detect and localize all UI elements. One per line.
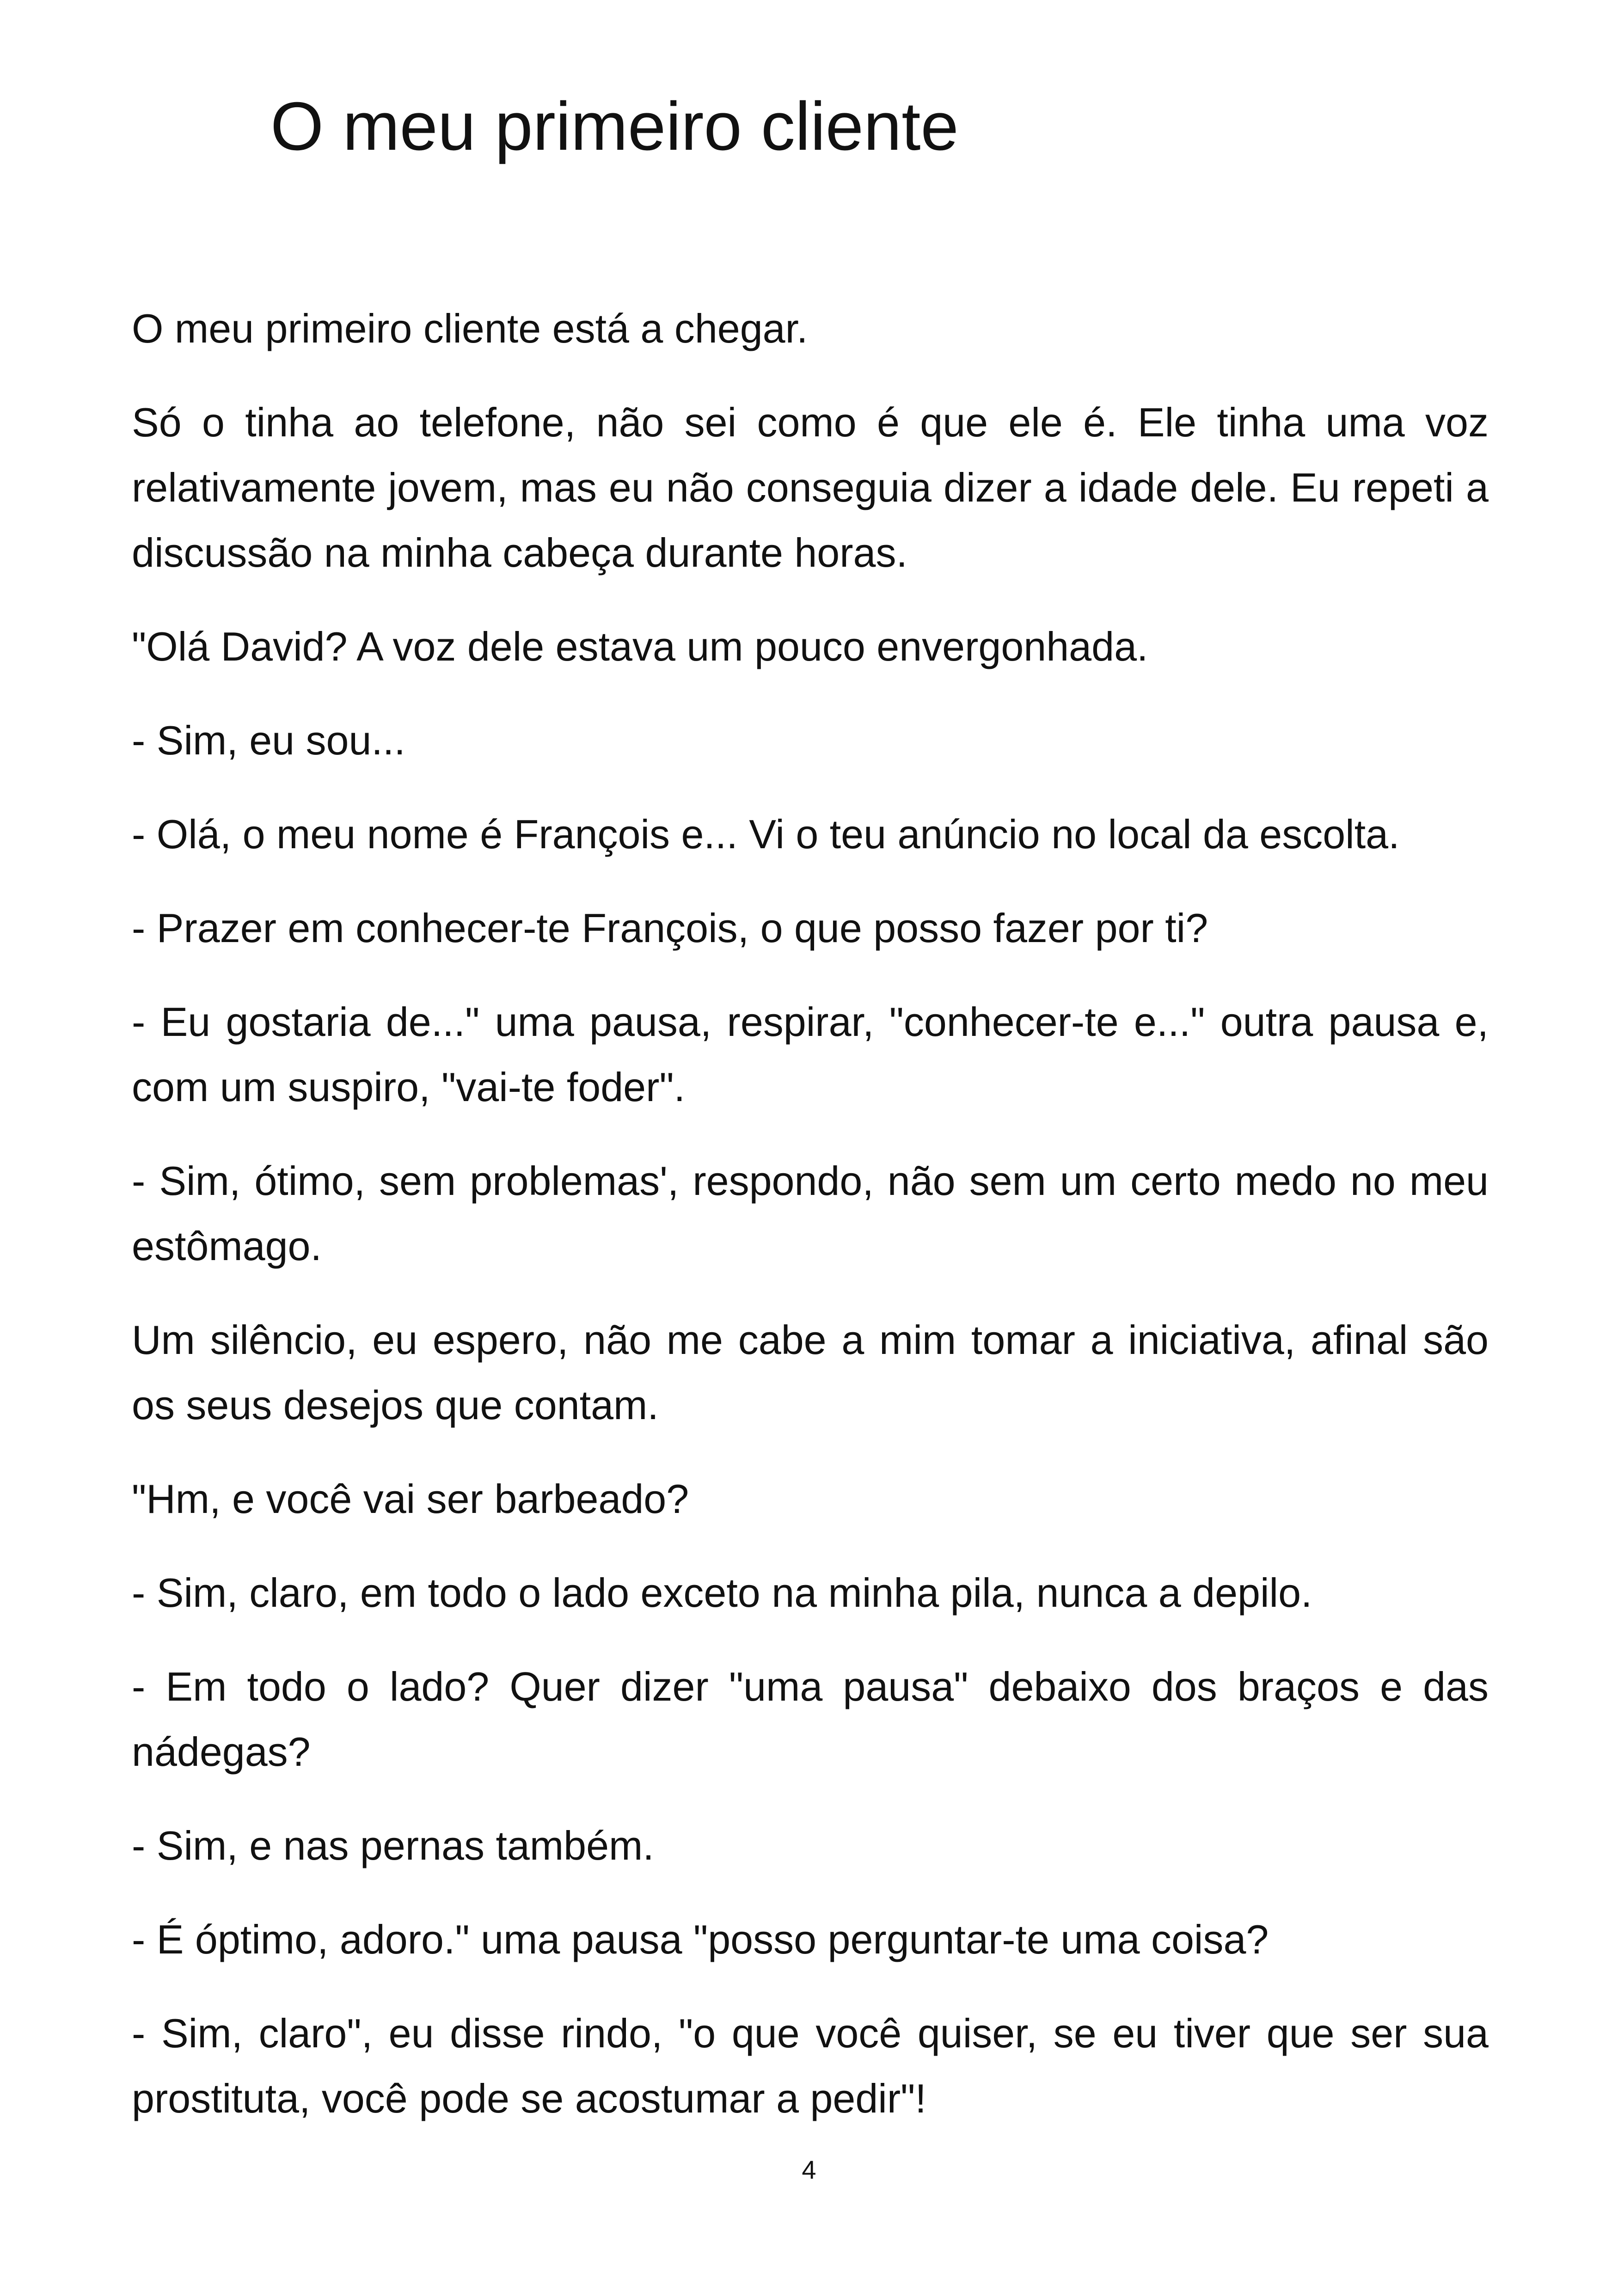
page-number: 4 — [802, 2155, 816, 2184]
paragraph-2: Só o tinha ao telefone, não sei como é que ele é. Ele tinha uma voz relativamente jovem, mas eu não conseguia dizer a idade dele. Eu repeti a discussão na minha cabeça durante horas. — [132, 399, 1489, 576]
paragraph-12: - Em todo o lado? Quer dizer "uma pausa" debaixo dos braços e das nádegas? — [132, 1664, 1489, 1775]
paragraph-3: "Olá David? A voz dele estava um pouco envergonhada. — [132, 624, 1148, 669]
paragraph-15: - Sim, claro", eu disse rindo, "o que você quiser, se eu tiver que ser sua prostituta, você pode se acostumar a pedir"! — [132, 2010, 1489, 2121]
paragraph-14: - É óptimo, adoro." uma pausa "posso perguntar-te uma coisa? — [132, 1916, 1269, 1962]
paragraph-10: "Hm, e você vai ser barbeado? — [132, 1476, 689, 1522]
paragraph-7: - Eu gostaria de..." uma pausa, respirar, "conhecer-te e..." outra pausa e, com um suspiro, "vai-te foder". — [132, 999, 1489, 1110]
paragraph-8: - Sim, ótimo, sem problemas', respondo, não sem um certo medo no meu estômago. — [132, 1158, 1489, 1269]
paragraph-11: - Sim, claro, em todo o lado exceto na minha pila, nunca a depilo. — [132, 1570, 1312, 1616]
paragraph-13: - Sim, e nas pernas também. — [132, 1823, 654, 1868]
paragraph-4: - Sim, eu sou... — [132, 717, 405, 763]
body-text — [132, 296, 1489, 2160]
paragraph-1: O meu primeiro cliente está a chegar. — [132, 306, 808, 351]
page-title: O meu primeiro cliente — [270, 88, 959, 165]
paragraph-5: - Olá, o meu nome é François e... Vi o teu anúncio no local da escolta. — [132, 811, 1400, 857]
paragraph-9: Um silêncio, eu espero, não me cabe a mim tomar a iniciativa, afinal são os seus desejos que contam. — [132, 1317, 1489, 1428]
paragraph-6: - Prazer em conhecer-te François, o que posso fazer por ti? — [132, 905, 1208, 951]
